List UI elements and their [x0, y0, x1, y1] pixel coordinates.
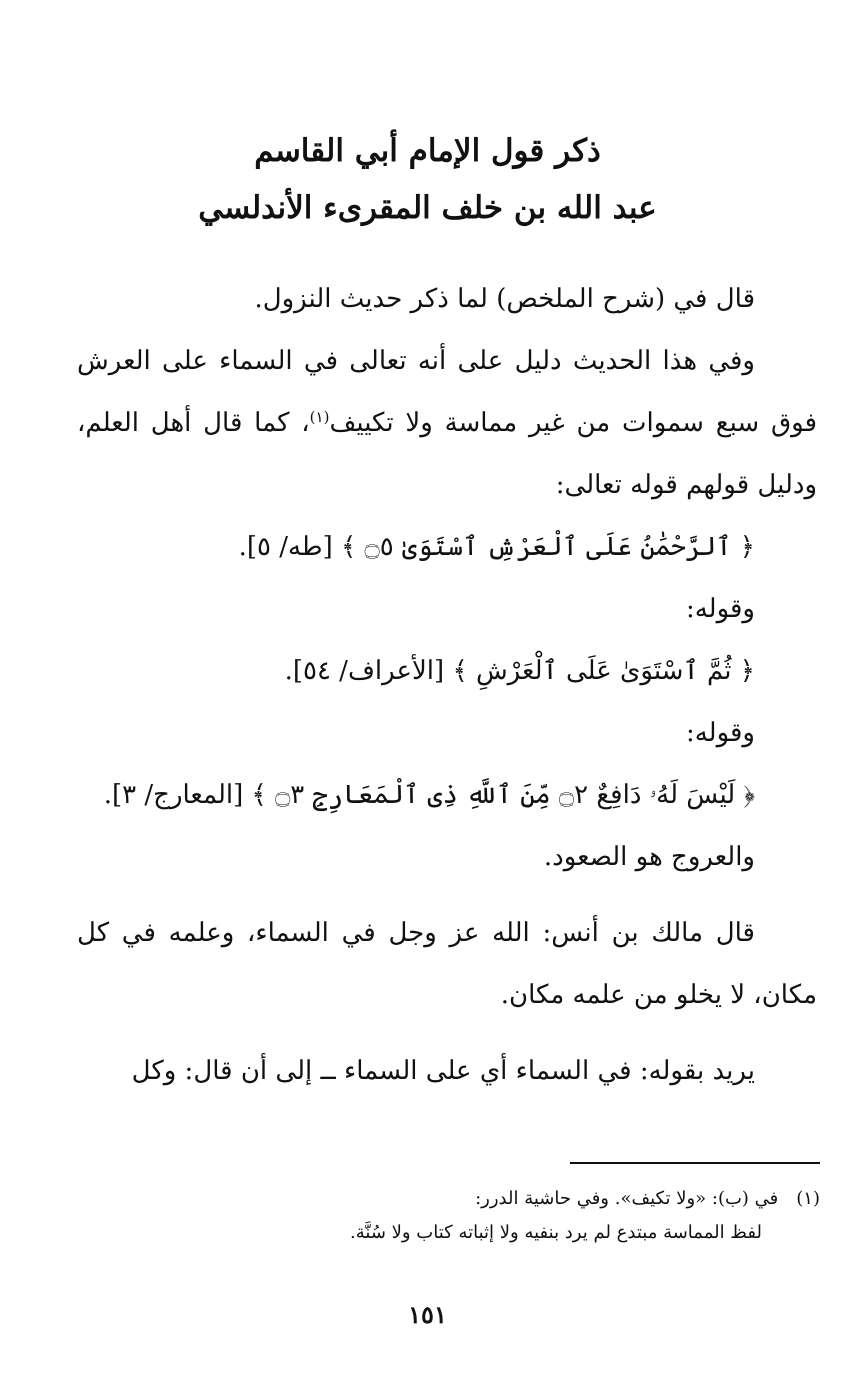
footnote-1-mark: (١): [796, 1188, 820, 1209]
paragraph-hadith-evidence: [77, 330, 817, 516]
and-his-saying-2: وقوله:: [685, 718, 755, 748]
footnotes: [80, 1182, 820, 1250]
footnote-divider: [570, 1162, 820, 1164]
main-text-block: [77, 268, 817, 1102]
footnote-1-text: في (ب): «ولا تكيف». وفي حاشية الدرر:: [475, 1188, 779, 1209]
paragraph-ascension: والعروج هو الصعود.: [543, 842, 755, 872]
footnote-1-line-2: لفظ المماسة مبتدع لم يرد بنفيه ولا إثباته كتاب ولا سُنَّة.: [350, 1222, 762, 1243]
page-number: ١٥١: [408, 1300, 447, 1329]
footnote-reference[interactable]: (١): [309, 408, 330, 426]
quran-verse-maarij: ﴿ لَيْسَ لَهُۥ دَافِعٌ ۝٢ مِّنَ ٱللَّهِ ذِى ٱلْمَعَارِجِ ۝٣ ﴾ [المعارج/ ٣].: [103, 780, 755, 810]
paragraph-intro: قال في (شرح الملخص) لما ذكر حديث النزول.: [254, 284, 755, 314]
chapter-title-line-2: عبد الله بن خلف المقرىء الأندلسي: [198, 190, 657, 226]
footnote-1-line-1: [80, 1182, 820, 1216]
paragraph-hadith-evidence-part-1: وفي هذا الحديث دليل على أنه تعالى في السماء على العرش فوق سبع سموات من غير مماسة ولا تكييف: [77, 346, 818, 438]
paragraph-malik-quote: قال مالك بن أنس: الله عز وجل في السماء، وعلمه في كل مكان، لا يخلو من علمه مكان.: [77, 918, 817, 1010]
quran-verse-taha: ﴿ ٱلرَّحْمَٰنُ عَلَى ٱلْعَرْشِ ٱسْتَوَىٰ ۝٥ ﴾ [طه/ ٥].: [238, 532, 755, 562]
paragraph-hadith-evidence-part-2: ، كما قال أهل العلم، ودليل قولهم قوله تعالى:: [77, 408, 817, 500]
chapter-title-line-1: ذكر قول الإمام أبي القاسم: [254, 133, 601, 169]
quran-verse-araf: ﴿ ثُمَّ ٱسْتَوَىٰ عَلَى ٱلْعَرْشِ ﴾ [الأعراف/ ٥٤].: [284, 656, 755, 686]
paragraph-explanation: يريد بقوله: في السماء أي على السماء ــ إلى أن قال: وكل: [131, 1056, 755, 1086]
and-his-saying-1: وقوله:: [685, 594, 755, 624]
